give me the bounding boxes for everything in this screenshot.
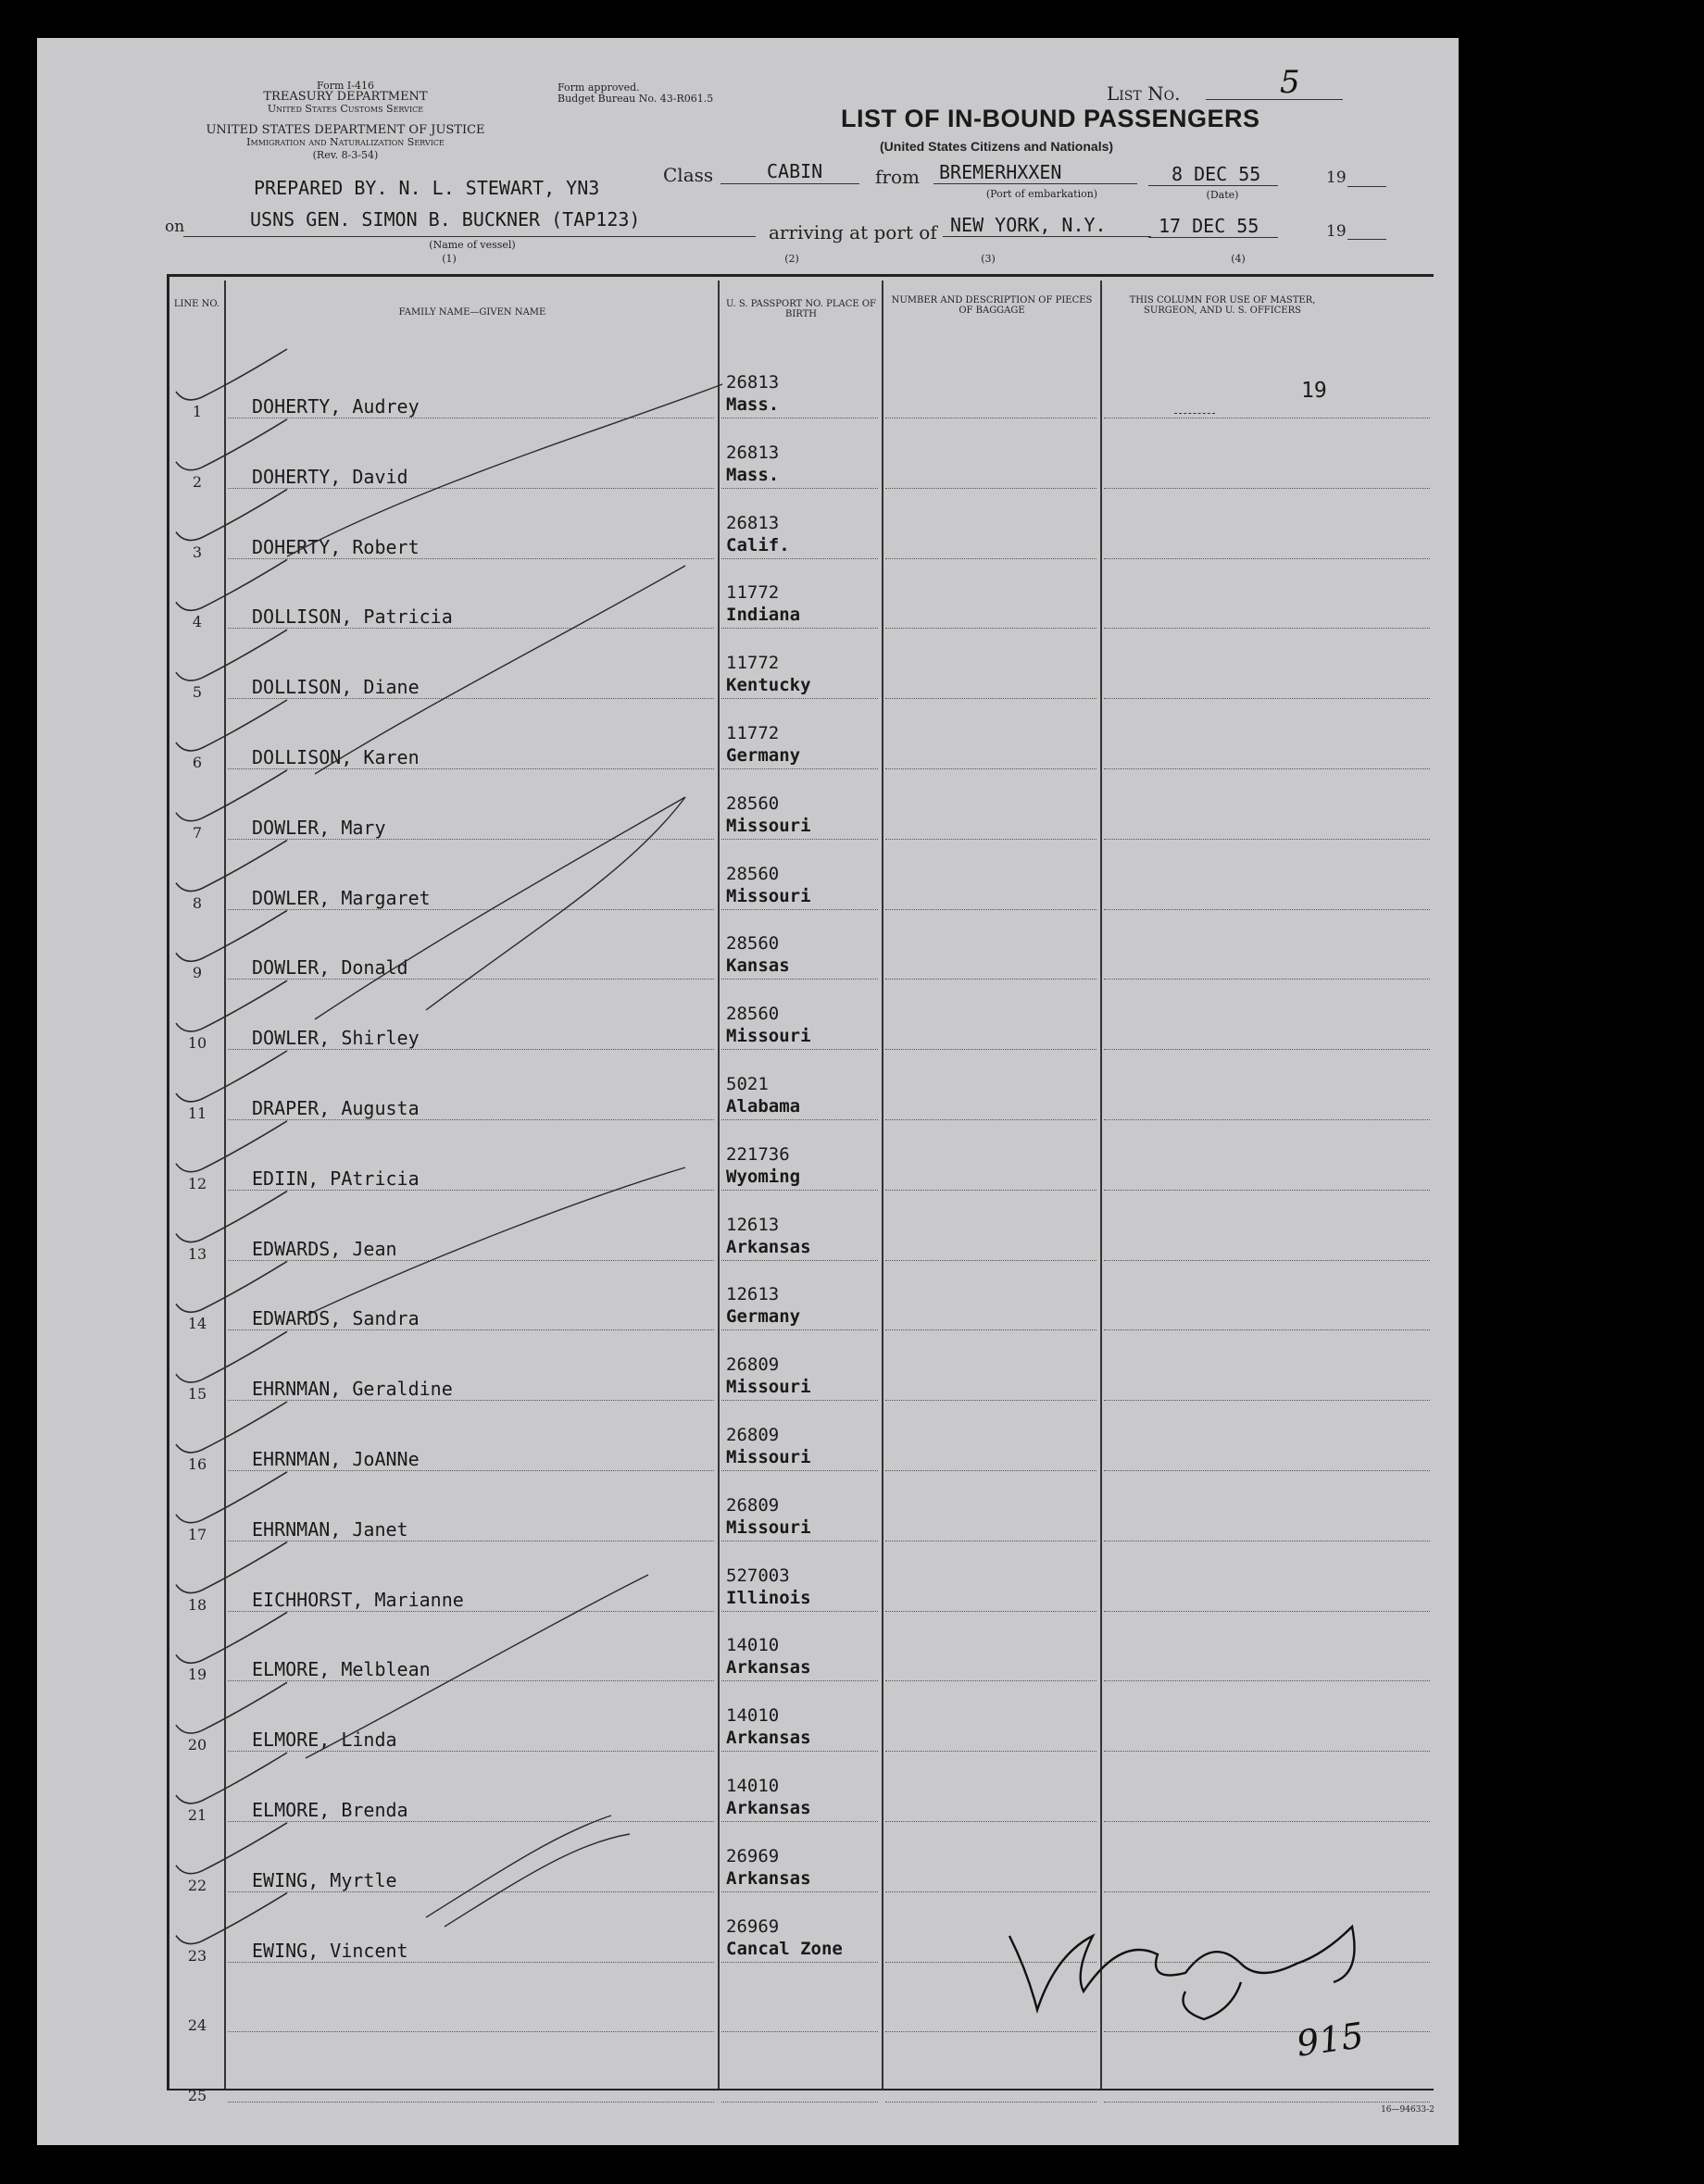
check-mark — [176, 841, 287, 892]
passenger-name: DOWLER, Shirley — [252, 1027, 420, 1050]
column-number: (1) — [442, 253, 457, 265]
officers-note: 19 — [1301, 379, 1327, 403]
line-number: 11 — [187, 1104, 207, 1122]
place-of-birth: Missouri — [726, 1516, 811, 1538]
passport-number: 12613 — [726, 1214, 780, 1235]
passport-number: 28560 — [726, 863, 780, 884]
embarkation-caption: (Port of embarkation) — [985, 188, 1098, 200]
col-header-baggage: NUMBER AND DESCRIPTION OF PIECES OF BAGGAGE — [891, 295, 1093, 316]
pencil-stroke — [306, 1167, 685, 1316]
budget-label: Budget Bureau No. 43-R061.5 — [558, 93, 714, 105]
passport-number: 26809 — [726, 1494, 780, 1516]
check-mark — [176, 1682, 287, 1733]
from-label: from — [875, 166, 920, 188]
passport-number: 26969 — [726, 1845, 780, 1866]
column-number: (4) — [1231, 253, 1246, 265]
line-number: 17 — [187, 1525, 207, 1543]
column-number: (2) — [784, 253, 799, 265]
passport-number: 11772 — [726, 582, 780, 604]
line-number: 20 — [187, 1736, 207, 1754]
place-of-birth: Missouri — [726, 885, 811, 906]
class-label: Class — [663, 164, 714, 186]
place-of-birth: Germany — [726, 745, 801, 766]
place-of-birth: Arkansas — [726, 1236, 811, 1257]
place-of-birth: Missouri — [726, 1026, 811, 1047]
vessel-name: USNS GEN. SIMON B. BUCKNER (TAP123) — [250, 208, 641, 231]
place-of-birth: Germany — [726, 1306, 801, 1328]
line-number: 7 — [192, 823, 203, 842]
justice-label: UNITED STATES DEPARTMENT OF JUSTICE — [206, 123, 485, 137]
line-number: 6 — [192, 754, 203, 771]
line-number: 8 — [192, 893, 203, 912]
line-number: 14 — [187, 1315, 207, 1333]
print-code: 16—94633-2 — [1381, 2105, 1435, 2115]
passport-number: 26809 — [726, 1354, 780, 1376]
col-header-line: LINE NO. — [173, 299, 220, 309]
place-of-birth: Kansas — [726, 955, 790, 977]
check-mark — [176, 1192, 287, 1242]
check-mark — [176, 1823, 287, 1874]
passport-number: 26813 — [726, 372, 780, 393]
passport-number: 28560 — [726, 1004, 780, 1025]
form-approved-label: Form approved. — [558, 81, 640, 94]
place-of-birth: Missouri — [726, 1377, 811, 1398]
line-number: 12 — [187, 1174, 207, 1192]
line-number: 18 — [187, 1595, 207, 1614]
passenger-name: EDIIN, PAtricia — [252, 1167, 420, 1190]
place-of-birth: Mass. — [726, 394, 780, 415]
date-caption: (Date) — [1206, 189, 1239, 201]
passport-number: 5021 — [726, 1074, 769, 1094]
passenger-name: EWING, Vincent — [252, 1939, 408, 1962]
line-number: 2 — [192, 472, 203, 491]
col-header-officers: THIS COLUMN FOR USE OF MASTER, SURGEON, AND U. S. OFFICERS — [1129, 295, 1316, 316]
line-number: 21 — [187, 1806, 207, 1824]
place-of-birth: Calif. — [726, 534, 790, 555]
check-mark — [176, 1753, 287, 1803]
passport-number: 527003 — [726, 1565, 790, 1586]
check-mark — [176, 1472, 287, 1523]
embarkation-port: BREMERHXXEN — [939, 161, 1062, 183]
place-of-birth: Cancal Zone — [726, 1938, 843, 1959]
check-mark — [176, 910, 287, 961]
place-of-birth: Missouri — [726, 1447, 811, 1467]
form-number: Form I-416 — [317, 80, 374, 92]
place-of-birth: Missouri — [726, 815, 811, 836]
line-number: 16 — [187, 1455, 207, 1473]
year-prefix: 19 — [1326, 222, 1347, 241]
place-of-birth: Kentucky — [726, 675, 811, 696]
check-mark — [176, 1331, 287, 1382]
col-header-name: FAMILY NAME—GIVEN NAME — [398, 307, 546, 318]
check-mark — [176, 1893, 287, 1944]
line-number: 22 — [187, 1876, 207, 1894]
passenger-name: EHRNMAN, Geraldine — [252, 1378, 453, 1401]
pencil-stroke — [287, 384, 722, 556]
place-of-birth: Indiana — [726, 605, 801, 626]
ins-label: Immigration and Naturalization Service — [246, 136, 445, 148]
passport-number: 221736 — [726, 1143, 790, 1165]
year-prefix: 19 — [1326, 168, 1347, 187]
line-number: 13 — [187, 1244, 207, 1263]
check-mark — [176, 349, 287, 400]
check-mark — [176, 559, 287, 610]
passport-number: 14010 — [726, 1776, 780, 1796]
check-mark — [176, 630, 287, 680]
check-mark — [176, 770, 287, 821]
passenger-name: DOWLER, Mary — [252, 816, 386, 839]
list-no-value: 5 — [1280, 64, 1300, 101]
passenger-name: DOWLER, Donald — [252, 956, 408, 980]
passport-number: 11772 — [726, 723, 780, 743]
pencil-stroke — [315, 797, 685, 1019]
passport-number: 12613 — [726, 1284, 780, 1305]
page-title: LIST OF IN-BOUND PASSENGERS — [841, 105, 1260, 132]
passenger-name: EDWARDS, Sandra — [252, 1307, 420, 1330]
arriving-label: arriving at port of — [769, 221, 937, 243]
pencil-stroke — [306, 1575, 648, 1758]
passenger-name: DRAPER, Augusta — [252, 1097, 420, 1119]
passenger-name: DOWLER, Margaret — [252, 886, 431, 909]
class-value: CABIN — [767, 160, 823, 182]
passenger-name: ELMORE, Melblean — [252, 1658, 431, 1681]
passenger-name: DOHERTY, David — [252, 465, 408, 488]
column-number: (3) — [981, 253, 996, 265]
passport-number: 28560 — [726, 792, 780, 814]
passenger-name: DOLLISON, Karen — [252, 746, 420, 768]
place-of-birth: Arkansas — [726, 1728, 811, 1749]
line-number: 25 — [187, 2087, 207, 2105]
place-of-birth: Arkansas — [726, 1657, 811, 1679]
list-no-label: List No. — [1107, 82, 1181, 105]
place-of-birth: Arkansas — [726, 1798, 811, 1818]
line-number: 24 — [187, 2016, 207, 2035]
signature-number: 915 — [1294, 2015, 1367, 2065]
passport-number: 11772 — [726, 653, 780, 674]
line-number: 10 — [187, 1034, 207, 1053]
line-number: 1 — [192, 403, 203, 420]
place-of-birth: Wyoming — [726, 1166, 801, 1187]
arrival-port: NEW YORK, N.Y. — [950, 214, 1107, 236]
passport-number: 28560 — [726, 933, 780, 955]
pencil-stroke — [445, 1834, 630, 1927]
check-mark — [176, 980, 287, 1031]
place-of-birth: Illinois — [726, 1587, 811, 1608]
line-number: 4 — [192, 613, 203, 631]
passenger-name: ELMORE, Linda — [252, 1728, 397, 1752]
check-mark — [176, 1121, 287, 1172]
arrival-date: 17 DEC 55 — [1159, 215, 1259, 237]
check-mark — [176, 490, 287, 541]
passenger-name: EICHHORST, Marianne — [252, 1588, 464, 1611]
on-label: on — [165, 218, 185, 236]
line-number: 15 — [187, 1385, 207, 1404]
prepared-by: PREPARED BY. N. L. STEWART, YN3 — [254, 177, 600, 199]
passport-number: 14010 — [726, 1635, 780, 1656]
passport-number: 26813 — [726, 442, 780, 463]
passenger-name: DOHERTY, Robert — [252, 535, 420, 558]
check-mark — [176, 1261, 287, 1312]
passenger-name: DOHERTY, Audrey — [252, 395, 420, 418]
check-mark — [176, 1051, 287, 1102]
passenger-name: DOLLISON, Patricia — [252, 605, 453, 629]
place-of-birth: Mass. — [726, 464, 780, 485]
form-sheet — [37, 38, 1459, 2145]
pencil-stroke — [426, 797, 685, 1010]
check-mark — [176, 1542, 287, 1593]
passenger-name: EHRNMAN, Janet — [252, 1517, 408, 1541]
pencil-stroke — [315, 566, 685, 774]
check-mark — [176, 419, 287, 470]
passport-number: 26813 — [726, 512, 780, 533]
officer-signature — [1009, 1927, 1355, 2019]
passport-number: 14010 — [726, 1705, 780, 1727]
passport-number: 26809 — [726, 1425, 780, 1445]
col-header-passport: U. S. PASSPORT NO. PLACE OF BIRTH — [726, 299, 876, 319]
vessel-caption: (Name of vessel) — [429, 239, 516, 251]
passenger-name: ELMORE, Brenda — [252, 1799, 408, 1821]
passenger-name: DOLLISON, Diane — [252, 676, 420, 699]
line-number: 23 — [187, 1946, 207, 1965]
line-number: 5 — [192, 683, 203, 702]
place-of-birth: Arkansas — [726, 1867, 811, 1889]
check-mark — [176, 700, 287, 751]
passenger-name: EHRNMAN, JoANNe — [252, 1448, 420, 1470]
page-subtitle: (United States Citizens and Nationals) — [880, 139, 1114, 154]
customs-label: United States Customs Service — [267, 103, 424, 115]
passenger-name: EWING, Myrtle — [252, 1868, 397, 1891]
line-number: 9 — [192, 964, 203, 982]
check-mark — [176, 1612, 287, 1663]
revision-label: (Rev. 8-3-54) — [312, 149, 379, 161]
place-of-birth: Alabama — [726, 1096, 801, 1117]
passenger-name: EDWARDS, Jean — [252, 1237, 397, 1260]
line-number: 19 — [187, 1666, 207, 1684]
line-number: 3 — [192, 543, 203, 561]
pencil-marks — [37, 38, 1459, 2145]
departure-date: 8 DEC 55 — [1172, 163, 1261, 185]
treasury-label: TREASURY DEPARTMENT — [263, 90, 428, 104]
check-mark — [176, 1402, 287, 1453]
pencil-stroke — [426, 1816, 611, 1917]
passport-number: 26969 — [726, 1916, 780, 1937]
